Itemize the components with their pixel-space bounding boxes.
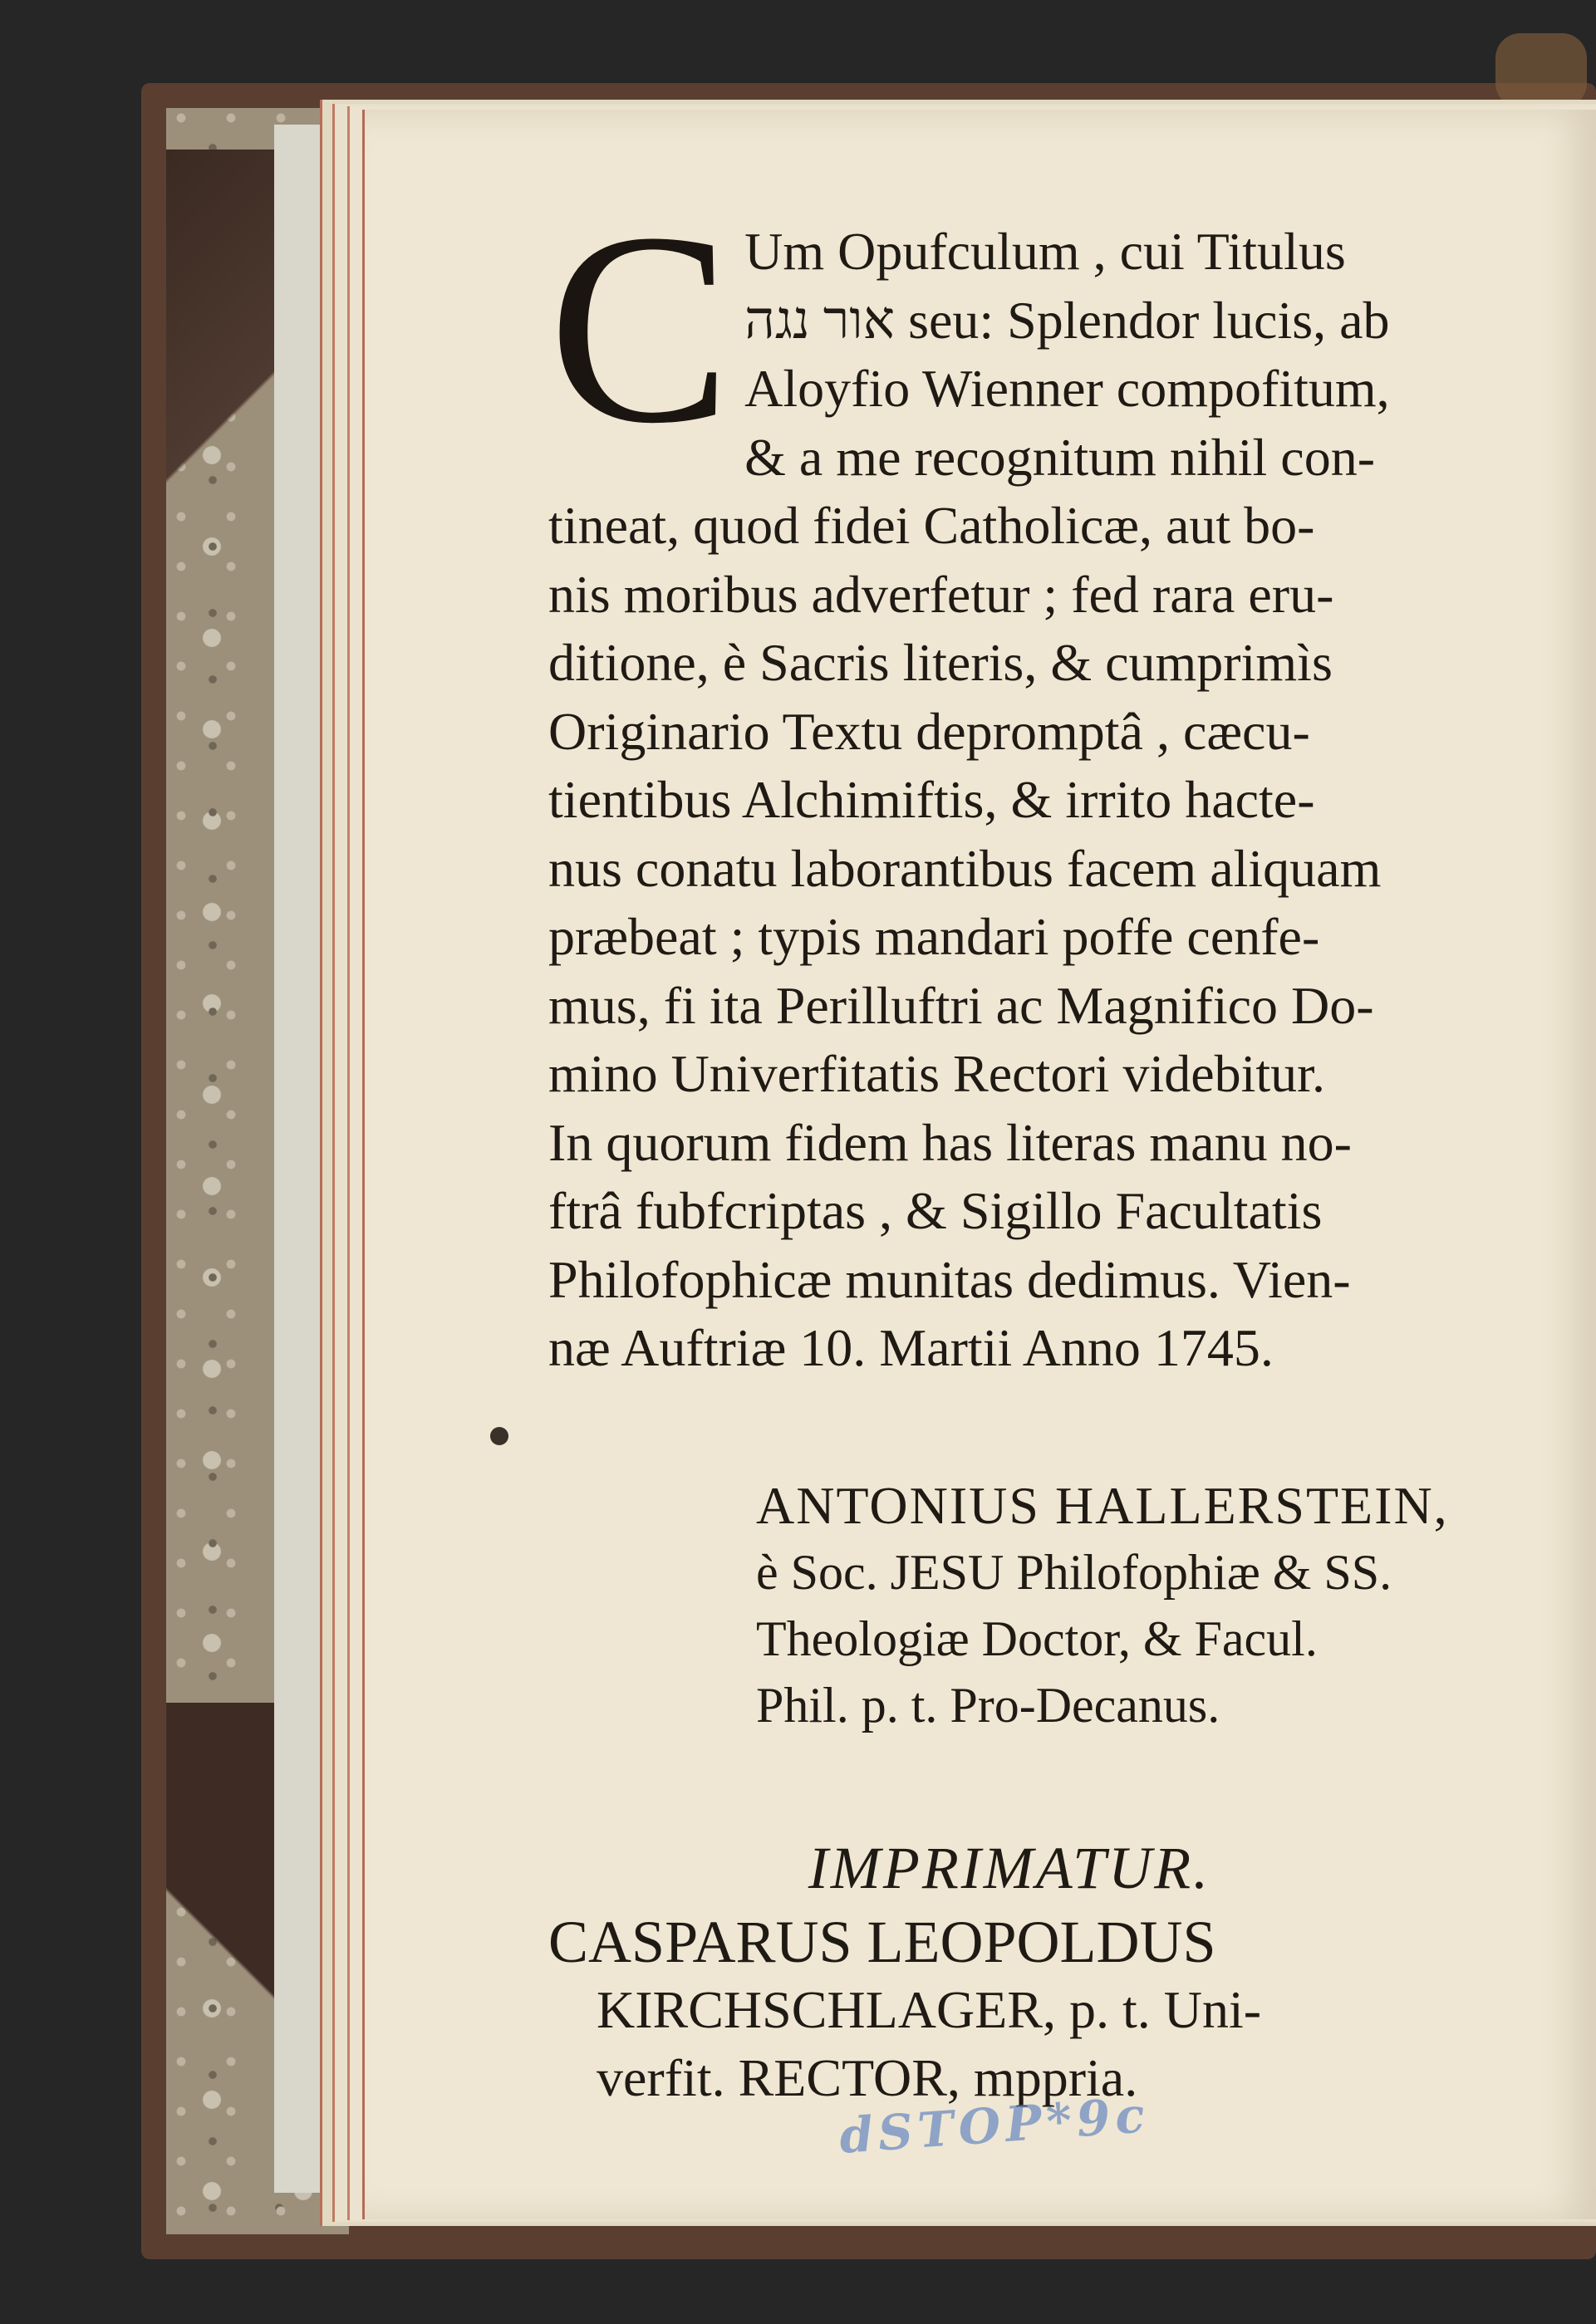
- signature-line-2: Theologiæ Doctor, & Facul.: [756, 1611, 1318, 1666]
- approval-line-4: & a me recognitum nihil con-: [744, 427, 1376, 487]
- approval-line-3: Aloyfio Wienner compofitum,: [744, 359, 1390, 418]
- imprimatur-heading: IMPRIMATUR.: [808, 1834, 1211, 1901]
- approval-line-8: Originario Textu depromptâ , cæcu-: [548, 701, 1310, 761]
- approval-line-17: næ Auftriæ 10. Martii Anno 1745.: [548, 1318, 1274, 1377]
- drop-cap: C: [548, 177, 732, 480]
- approval-line-2: seu: Splendor lucis, ab: [908, 290, 1390, 350]
- leather-corner-bottom: [166, 1703, 291, 2101]
- approval-line-10: nus conatu laborantibus facem aliquam: [548, 838, 1382, 898]
- rector-line-1: KIRCHSCHLAGER, p. t. Uni-: [597, 1979, 1262, 2039]
- hebrew-title: אור נגה: [744, 290, 896, 350]
- approval-line-15: ftrâ fubfcriptas , & Sigillo Facultatis: [548, 1181, 1323, 1240]
- approval-line-13: mino Univerfitatis Rectori videbitur.: [548, 1044, 1325, 1103]
- approval-paragraph: [548, 177, 1529, 1383]
- approval-line-14: In quorum fidem has literas manu no-: [548, 1112, 1352, 1172]
- signature-line-1: è Soc. JESU Philofophiæ & SS.: [756, 1544, 1392, 1600]
- rector-line-2: verfit. RECTOR, mppria.: [597, 2047, 1138, 2107]
- rector-name: CASPARUS LEOPOLDUS: [548, 1908, 1216, 1975]
- leather-corner-top: [166, 150, 282, 581]
- approval-line-7: ditione, è Sacris literis, & cumprimìs: [548, 633, 1333, 692]
- ornament-dot: [490, 1427, 508, 1445]
- signatory-name: ANTONIUS HALLERSTEIN,: [756, 1475, 1449, 1535]
- library-stamp: dSTOP*9c: [837, 2086, 1152, 2165]
- approval-line-5: tineat, quod fidei Catholicæ, aut bo-: [548, 496, 1315, 555]
- approval-line-12: mus, fi ita Perilluftri ac Magnifico Do-: [548, 975, 1374, 1035]
- approval-line-16: Philofophicæ munitas dedimus. Vien-: [548, 1249, 1351, 1309]
- approval-line-11: præbeat ; typis mandari poffe cenfe-: [548, 907, 1320, 966]
- signature-line-3: Phil. p. t. Pro-Decanus.: [756, 1677, 1220, 1733]
- binding-clasp: [1495, 33, 1587, 108]
- signature-block: [756, 1473, 1529, 1738]
- rector-block: [548, 1908, 1529, 2112]
- approval-line-1: Um Opufculum , cui Titulus: [744, 222, 1346, 281]
- approval-line-6: nis moribus adverfetur ; fed rara eru-: [548, 564, 1334, 624]
- page-text: [548, 177, 1529, 2112]
- approval-line-9: tientibus Alchimiftis, & irrito hacte-: [548, 770, 1315, 829]
